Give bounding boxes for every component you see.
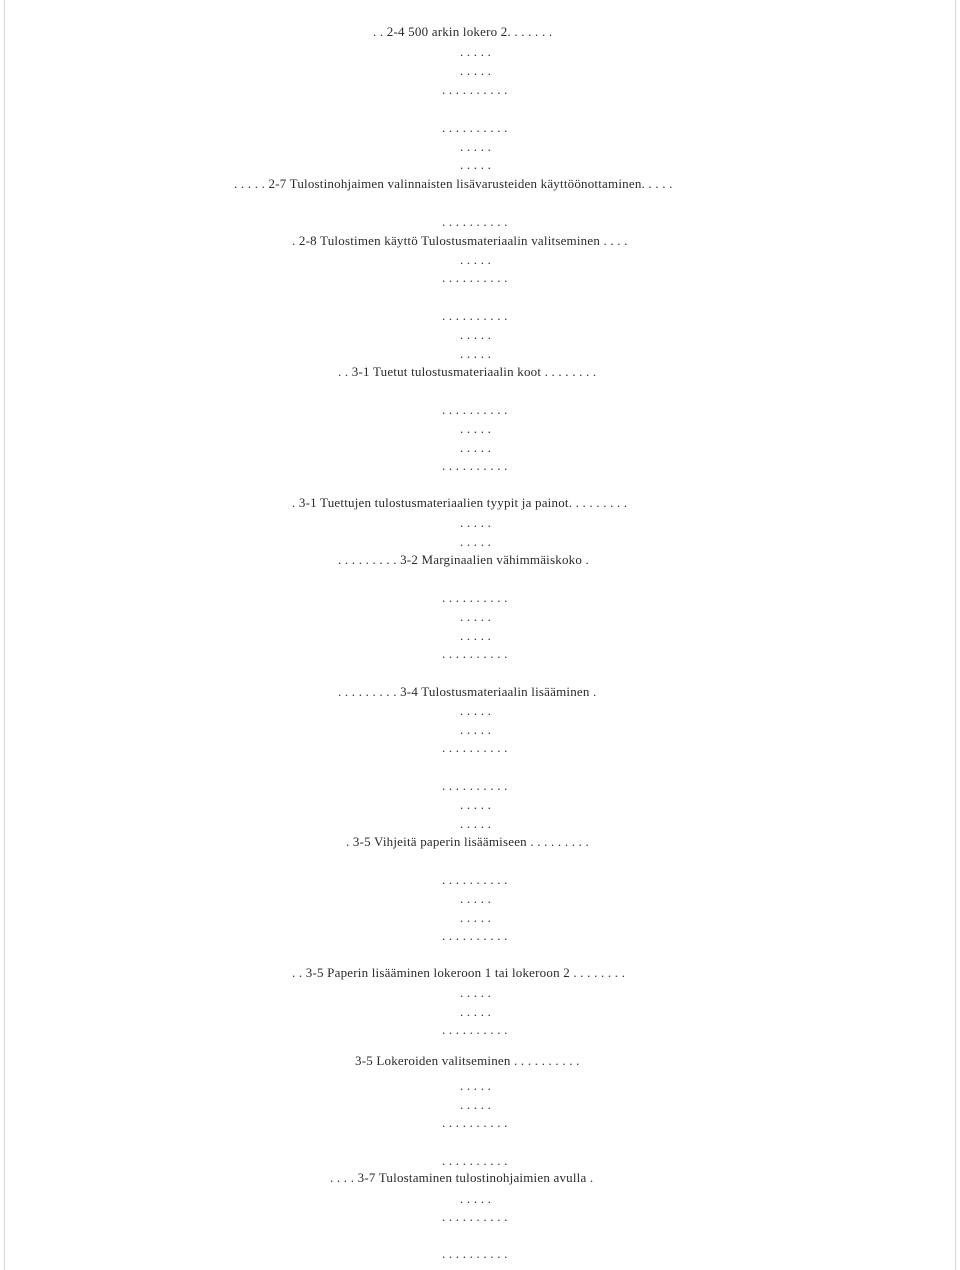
toc-leader: . . . . . xyxy=(460,346,492,361)
toc-leader: . . . . . xyxy=(460,1097,492,1112)
toc-leader: . . . . . xyxy=(460,816,492,831)
toc-entry-3-5b: . . 3-5 Paperin lisääminen lokeroon 1 tai lokeroon 2 . . . . . . . . xyxy=(292,965,626,980)
toc-leader: . . . . . xyxy=(460,609,492,624)
toc-leader: . . . . . . . . . . xyxy=(442,1209,508,1224)
toc-leader: . . . . . . . . . . xyxy=(442,1153,508,1168)
toc-leader: . . . . . . . . . . xyxy=(442,778,508,793)
toc-leader: . . . . . . . . . . xyxy=(442,270,508,285)
toc-leader: . . . . . xyxy=(460,63,492,78)
toc-leader: . . . . . xyxy=(460,1078,492,1093)
toc-leader: . . . . . xyxy=(460,440,492,455)
toc-entry-3-4: . . . . . . . . . 3-4 Tulostusmateriaalin lisääminen . xyxy=(338,684,597,699)
toc-entry-3-5c: 3-5 Lokeroiden valitseminen . . . . . . . . . . xyxy=(355,1053,580,1068)
toc-leader: . . . . . xyxy=(460,910,492,925)
toc-leader: . . . . . xyxy=(460,722,492,737)
toc-leader: . . . . . xyxy=(460,797,492,812)
toc-leader: . . . . . xyxy=(460,891,492,906)
toc-leader: . . . . . xyxy=(460,1191,492,1206)
toc-leader: . . . . . . . . . . xyxy=(442,1022,508,1037)
toc-entry-3-5a: . 3-5 Vihjeitä paperin lisäämiseen . . . . . . . . . xyxy=(346,834,589,849)
toc-leader: . . . . . xyxy=(460,252,492,267)
toc-leader: . . . . . xyxy=(460,985,492,1000)
toc-leader: . . . . . . . . . . xyxy=(442,872,508,887)
toc-entry-3-2: . . . . . . . . . 3-2 Marginaalien vähimmäiskoko . xyxy=(338,552,589,567)
toc-leader: . . . . . xyxy=(460,703,492,718)
toc-leader: . . . . . . . . . . xyxy=(442,928,508,943)
toc-leader: . . . . . . . . . . xyxy=(442,740,508,755)
toc-entry-3-1a: . . 3-1 Tuetut tulostusmateriaalin koot . . . . . . . . xyxy=(338,364,597,379)
toc-leader: . . . . . xyxy=(460,44,492,59)
toc-leader: . . . . . xyxy=(460,1004,492,1019)
toc-leader: . . . . . . . . . . xyxy=(442,458,508,473)
toc-leader: . . . . . . . . . . xyxy=(442,82,508,97)
toc-leader: . . . . . . . . . . xyxy=(442,646,508,661)
toc-leader: . . . . . xyxy=(460,139,492,154)
toc-entry-3-1b: . 3-1 Tuettujen tulostusmateriaalien tyypit ja painot. . . . . . . . . xyxy=(292,495,628,510)
toc-leader: . . . . . xyxy=(460,157,492,172)
toc-leader: . . . . . . . . . . xyxy=(442,120,508,135)
toc-entry-3-7: . . . . 3-7 Tulostaminen tulostinohjaimien avulla . xyxy=(330,1170,594,1185)
toc-leader: . . . . . xyxy=(460,515,492,530)
toc-entry-2-4: . . 2-4 500 arkin lokero 2. . . . . . . xyxy=(373,24,553,39)
toc-leader: . . . . . xyxy=(460,628,492,643)
toc-leader: . . . . . xyxy=(460,421,492,436)
toc-leader: . . . . . . . . . . xyxy=(442,402,508,417)
toc-leader: . . . . . . . . . . xyxy=(442,590,508,605)
toc-leader: . . . . . xyxy=(460,534,492,549)
toc-leader: . . . . . . . . . . xyxy=(442,308,508,323)
toc-leader: . . . . . . . . . . xyxy=(442,214,508,229)
toc-leader: . . . . . xyxy=(460,327,492,342)
toc-entry-2-7: . . . . . 2-7 Tulostinohjaimen valinnaisten lisävarusteiden käyttöönottaminen. . . . . xyxy=(234,176,673,191)
toc-leader: . . . . . . . . . . xyxy=(442,1246,508,1261)
toc-entry-2-8: . 2-8 Tulostimen käyttö Tulostusmateriaalin valitseminen . . . . xyxy=(292,233,628,248)
toc-leader: . . . . . . . . . . xyxy=(442,1115,508,1130)
